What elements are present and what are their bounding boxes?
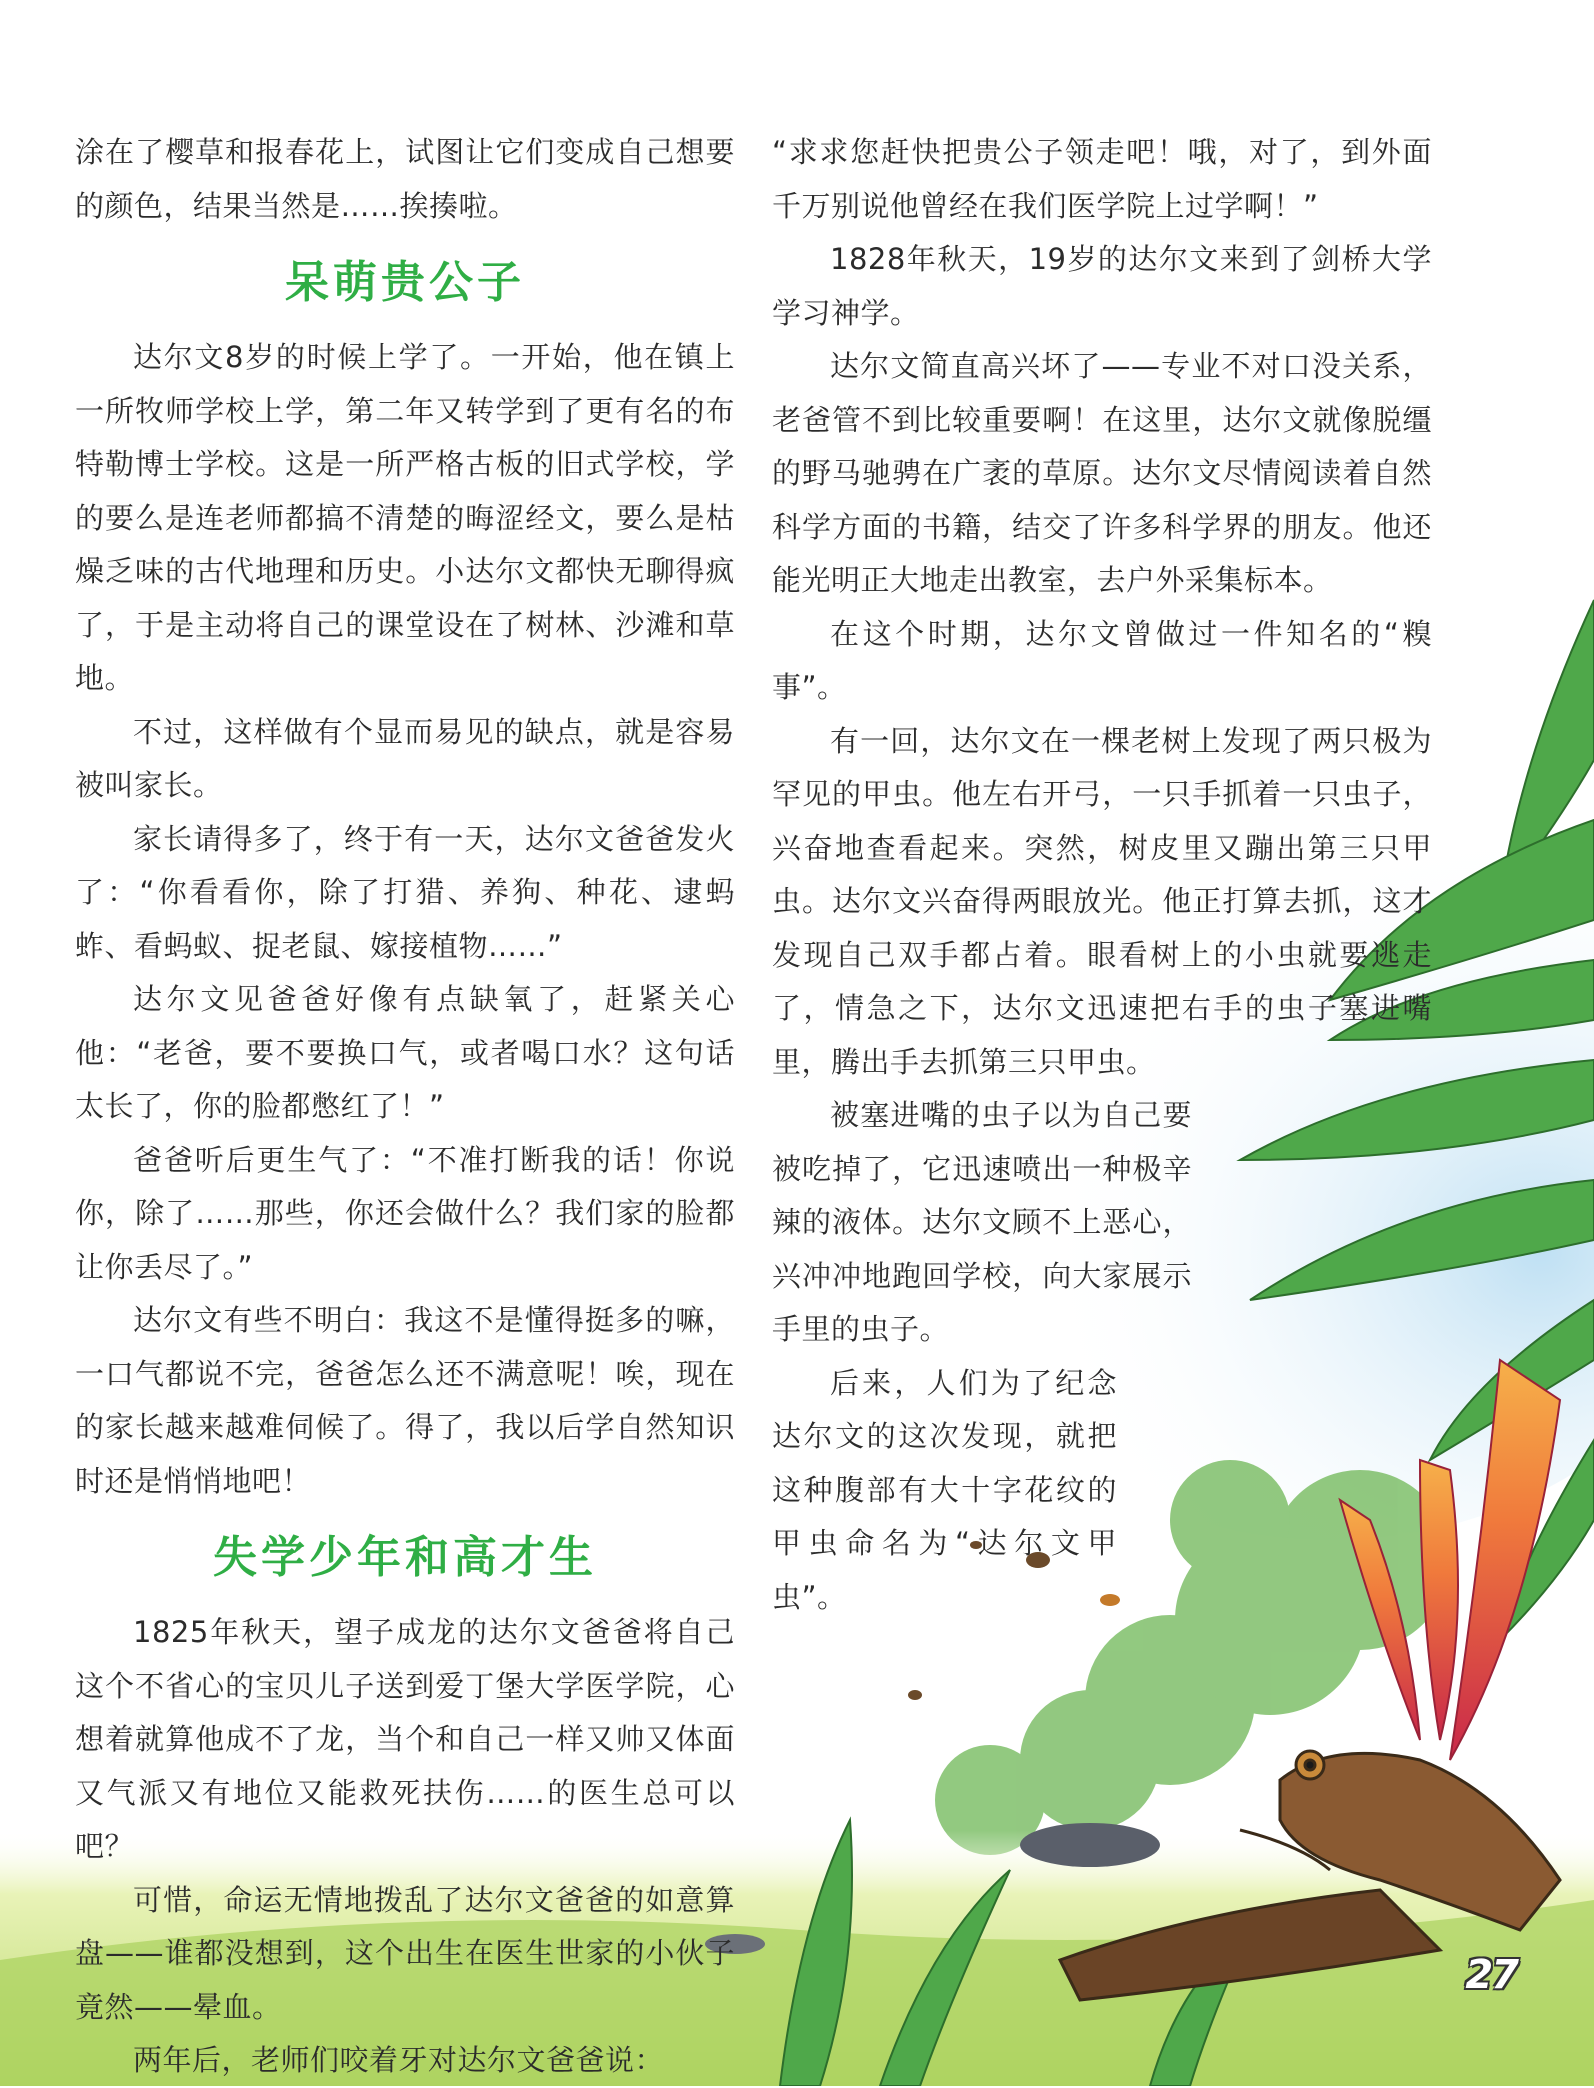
body-paragraph: 有一回，达尔文在一棵老树上发现了两只极为罕见的甲虫。他左右开弓，一只手抓着一只虫子，兴奋地查看起来。突然，树皮里又蹦出第三只甲虫。达尔文兴奋得两眼放光。他正打算去抓，这才发现自己双手都占着。眼看树上的小虫就要逃走了，情急之下，达尔文迅速把右手的虫子塞进嘴里，腾出手去抓第三只甲虫。 (772, 723, 1432, 1079)
page-number: 27 (1465, 1952, 1517, 1998)
body-paragraph: 1828年秋天，19岁的达尔文来到了剑桥大学学习神学。 (772, 242, 1432, 330)
right-column (772, 126, 1432, 1624)
body-paragraph: 爸爸听后更生气了：“不准打断我的话！你说你，除了……那些，你还会做什么？我们家的脸都让你丢尽了。” (75, 1142, 735, 1284)
body-paragraph: 达尔文8岁的时候上学了。一开始，他在镇上一所牧师学校上学，第二年又转学到了更有名的布特勒博士学校。这是一所严格古板的旧式学校，学的要么是连老师都搞不清楚的晦涩经文，要么是枯燥乏味的古代地理和历史。小达尔文都快无聊得疯了，于是主动将自己的课堂设在了树林、沙滩和草地。 (75, 340, 735, 695)
section-heading-1: 呆萌贵公子 (285, 257, 525, 308)
section-heading-2: 失学少年和高才生 (213, 1532, 597, 1583)
body-paragraph: 达尔文见爸爸好像有点缺氧了，赶紧关心他：“老爸，要不要换口气，或者喝口水？这句话太长了，你的脸都憋红了！” (75, 982, 735, 1123)
body-paragraph: 家长请得多了，终于有一天，达尔文爸爸发火了：“你看看你，除了打猎、养狗、种花、逮蚂蚱、看蚂蚁、捉老鼠、嫁接植物……” (75, 821, 735, 963)
body-paragraph: 1825年秋天，望子成龙的达尔文爸爸将自己这个不省心的宝贝儿子送到爱丁堡大学医学院，心想着就算他成不了龙，当个和自己一样又帅又体面又气派又有地位又能救死扶伤……的医生总可以吧？ (75, 1615, 735, 1863)
left-column (75, 126, 735, 2088)
body-paragraph: 被塞进嘴的虫子以为自己要被吃掉了，它迅速喷出一种极辛辣的液体。达尔文顾不上恶心，兴冲冲地跑回学校，向大家展示手里的虫子。 (772, 1098, 1192, 1346)
body-paragraph: 在这个时期，达尔文曾做过一件知名的“糗事”。 (772, 616, 1432, 704)
body-paragraph: 达尔文简直高兴坏了——专业不对口没关系，老爸管不到比较重要啊！在这里，达尔文就像脱缰的野马驰骋在广袤的草原。达尔文尽情阅读着自然科学方面的书籍，结交了许多科学界的朋友。他还能光明正大地走出教室，去户外采集标本。 (772, 349, 1432, 597)
body-paragraph: 不过，这样做有个显而易见的缺点，就是容易被叫家长。 (75, 714, 735, 802)
body-paragraph: 达尔文有些不明白：我这不是懂得挺多的嘛，一口气都说不完，爸爸怎么还不满意呢！唉，现在的家长越来越难伺候了。得了，我以后学自然知识时还是悄悄地吧！ (75, 1303, 735, 1498)
body-paragraph: 后来，人们为了纪念达尔文的这次发现，就把这种腹部有大十字花纹的甲虫命名为“达尔文甲虫”。 (772, 1365, 1117, 1614)
stone (1020, 1823, 1160, 1867)
body-paragraph: “求求您赶快把贵公子领走吧！哦，对了，到外面千万别说他曾经在我们医学院上过学啊！” (772, 135, 1432, 223)
body-paragraph: 可惜，命运无情地拨乱了达尔文爸爸的如意算盘——谁都没想到，这个出生在医生世家的小伙子竟然——晕血。 (75, 1882, 735, 2024)
body-paragraph: 两年后，老师们咬着牙对达尔文爸爸说： (133, 2043, 665, 2077)
intro-paragraph: 涂在了樱草和报春花上，试图让它们变成自己想要的颜色，结果当然是……挨揍啦。 (75, 135, 735, 223)
